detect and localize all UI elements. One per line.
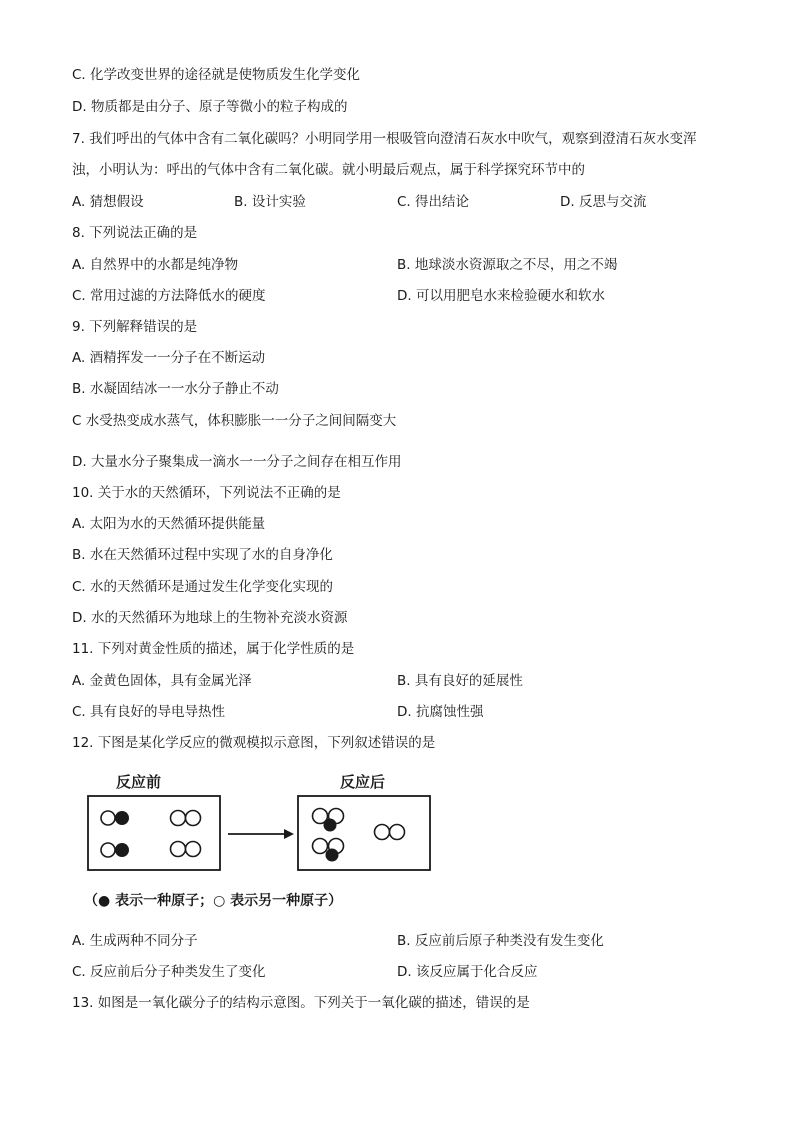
reaction-arrow: [228, 829, 294, 839]
q12-option-b: B. 反应前后原子种类没有发生变化: [397, 933, 604, 949]
q8-option-b: B. 地球淡水资源取之不尽，用之不竭: [397, 257, 618, 273]
figure-legend: （● 表示一种原子；○ 表示另一种原子）: [84, 893, 343, 909]
q9-stem: 9. 下列解释错误的是: [72, 319, 198, 335]
q12-option-d: D. 该反应属于化合反应: [397, 964, 538, 980]
before-label: 反应前: [116, 773, 162, 791]
q9-option-c: C 水受热变成水蒸气，体积膨胀一一分子之间间隔变大: [72, 413, 397, 429]
q8-stem: 8. 下列说法正确的是: [72, 225, 198, 241]
before-mixed-molecule-1: [101, 811, 129, 825]
q8-option-a: A. 自然界中的水都是纯净物: [72, 257, 239, 273]
q11-option-c: C. 具有良好的导电导热性: [72, 704, 226, 720]
q10-stem: 10. 关于水的天然循环，下列说法不正确的是: [72, 485, 341, 501]
q7-option-b: B. 设计实验: [234, 194, 306, 210]
after-product-molecule-1: [313, 809, 344, 832]
q11-option-a: A. 金黄色固体，具有金属光泽: [72, 673, 252, 689]
q13-stem: 13. 如图是一氧化碳分子的结构示意图。下列关于一氧化碳的描述，错误的是: [72, 995, 530, 1011]
q10-option-c: C. 水的天然循环是通过发生化学变化实现的: [72, 579, 334, 595]
q8-option-c: C. 常用过滤的方法降低水的硬度: [72, 288, 266, 304]
before-white-molecule-2: [171, 842, 201, 857]
q9-option-d: D. 大量水分子聚集成一滴水一一分子之间存在相互作用: [72, 454, 402, 470]
q7-option-c: C. 得出结论: [397, 194, 470, 210]
q7-option-a: A. 猜想假设: [72, 194, 144, 210]
q10-option-d: D. 水的天然循环为地球上的生物补充淡水资源: [72, 610, 348, 626]
reaction-diagram: [84, 760, 440, 918]
q6-option-c: C. 化学改变世界的途径就是使物质发生化学变化: [72, 67, 361, 83]
q8-option-d: D. 可以用肥皂水来检验硬水和软水: [397, 288, 605, 304]
q7-stem-line-1: 7. 我们呼出的气体中含有二氧化碳吗？小明同学用一根吸管向澄清石灰水中吹气，观察到澄清石灰水变浑: [72, 131, 697, 147]
q10-option-a: A. 太阳为水的天然循环提供能量: [72, 516, 266, 532]
q7-option-d: D. 反思与交流: [560, 194, 647, 210]
after-product-molecule-2: [313, 839, 344, 862]
after-label: 反应后: [340, 773, 386, 791]
q12-stem: 12. 下图是某化学反应的微观模拟示意图，下列叙述错误的是: [72, 735, 436, 751]
q11-option-d: D. 抗腐蚀性强: [397, 704, 484, 720]
after-box: [298, 796, 430, 870]
q10-option-b: B. 水在天然循环过程中实现了水的自身净化: [72, 547, 333, 563]
before-box: [88, 796, 220, 870]
before-mixed-molecule-2: [101, 843, 129, 857]
q6-option-d: D. 物质都是由分子、原子等微小的粒子构成的: [72, 99, 348, 115]
before-white-molecule-1: [171, 811, 201, 826]
q11-option-b: B. 具有良好的延展性: [397, 673, 523, 689]
q9-option-b: B. 水凝固结冰一一水分子静止不动: [72, 381, 279, 397]
after-white-molecule: [375, 825, 405, 840]
q12-option-c: C. 反应前后分子种类发生了变化: [72, 964, 266, 980]
q7-stem-line-2: 浊，小明认为：呼出的气体中含有二氧化碳。就小明最后观点，属于科学探究环节中的: [72, 162, 585, 178]
q11-stem: 11. 下列对黄金性质的描述，属于化学性质的是: [72, 641, 355, 657]
q12-option-a: A. 生成两种不同分子: [72, 933, 198, 949]
q9-option-a: A. 酒精挥发一一分子在不断运动: [72, 350, 266, 366]
